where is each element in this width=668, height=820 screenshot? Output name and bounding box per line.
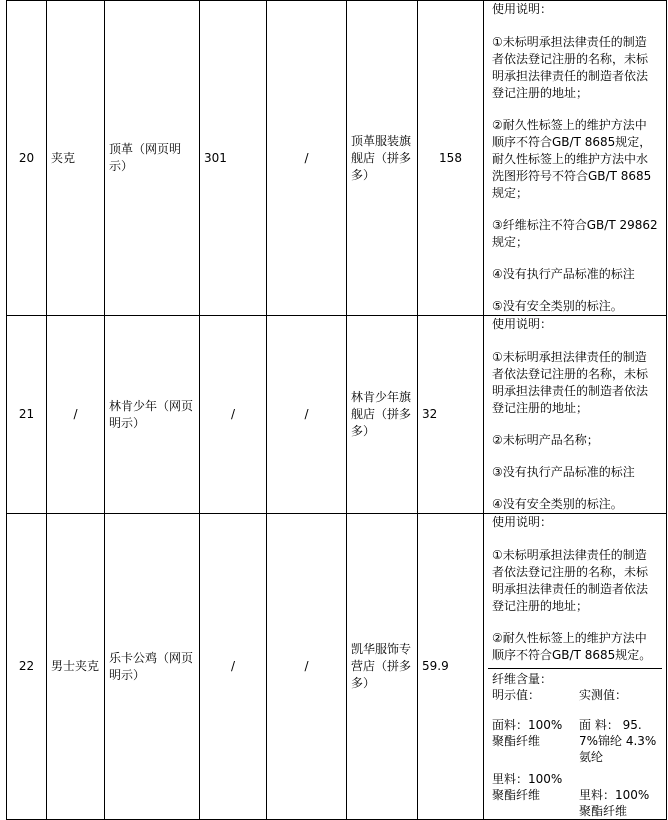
desc-item: ①未标明承担法律责任的制造者依法登记注册的名称，未标明承担法律责任的制造者依法登记注册的地址； xyxy=(492,350,649,415)
batch-cell: / xyxy=(267,514,347,820)
table-row xyxy=(7,1,667,316)
row-number: 22 xyxy=(7,514,47,820)
category-cell: 男士夹克 xyxy=(47,514,105,820)
model-cell: / xyxy=(200,316,267,514)
desc-item: ③纤维标注不符合GB/T 29862规定； xyxy=(492,218,658,249)
product-cell: 林肯少年（网页明示） xyxy=(105,316,200,514)
desc-item: ③没有执行产品标准的标注 xyxy=(492,465,635,479)
desc-title: 使用说明： xyxy=(492,317,553,331)
declared-face: 面料：100%聚酯纤维 xyxy=(492,718,563,748)
fiber-content-block xyxy=(488,668,662,819)
desc-item: ①未标明承担法律责任的制造者依法登记注册的名称，未标明承担法律责任的制造者依法登记注册的地址； xyxy=(492,35,649,100)
declared-lining: 里料：100%聚酯纤维 xyxy=(492,772,563,802)
results-table xyxy=(6,0,667,820)
product-cell: 顶革（网页明示） xyxy=(105,1,200,316)
price-cell: 59.9 xyxy=(418,514,484,820)
desc-title: 使用说明： xyxy=(492,2,553,16)
batch-cell: / xyxy=(267,316,347,514)
model-cell: 301 xyxy=(200,1,267,316)
measured-lining: 里料：100%聚酯纤维 xyxy=(579,788,650,818)
shop-cell: 林肯少年旗舰店（拼多多） xyxy=(347,316,418,514)
desc-item: ①未标明承担法律责任的制造者依法登记注册的名称，未标明承担法律责任的制造者依法登记注册的地址； xyxy=(492,548,649,613)
desc-item: ④没有执行产品标准的标注 xyxy=(492,267,635,281)
defect-description xyxy=(484,1,667,316)
desc-item: ②未标明产品名称； xyxy=(492,433,599,447)
row-number: 20 xyxy=(7,1,47,316)
declared-label: 明示值： xyxy=(492,688,541,702)
product-cell: 乐卡公鸡（网页明示） xyxy=(105,514,200,820)
desc-item: ⑤没有安全类别的标注。 xyxy=(492,299,623,313)
category-cell: 夹克 xyxy=(47,1,105,316)
desc-item: ④没有安全类别的标注。 xyxy=(492,497,623,511)
price-cell: 32 xyxy=(418,316,484,514)
shop-cell: 凯华服饰专营店（拼多多） xyxy=(347,514,418,820)
model-cell: / xyxy=(200,514,267,820)
measured-face: 面 料： 95.7%锦纶 4.3%氨纶 xyxy=(579,718,657,764)
measured-label: 实测值： xyxy=(579,688,628,702)
table-row xyxy=(7,316,667,514)
table-row xyxy=(7,514,667,820)
fiber-title: 纤维含量： xyxy=(492,672,553,686)
price-cell: 158 xyxy=(418,1,484,316)
shop-cell: 顶革服装旗舰店（拼多多） xyxy=(347,1,418,316)
row-number: 21 xyxy=(7,316,47,514)
category-cell: / xyxy=(47,316,105,514)
desc-title: 使用说明： xyxy=(492,515,553,529)
defect-description xyxy=(484,514,667,820)
desc-item: ②耐久性标签上的维护方法中顺序不符合GB/T 8685规定。 xyxy=(492,631,652,662)
batch-cell: / xyxy=(267,1,347,316)
fiber-table xyxy=(488,687,662,819)
desc-item: ②耐久性标签上的维护方法中顺序不符合GB/T 8685规定，耐久性标签上的维护方法中水洗图形符号不符合GB/T 8685规定； xyxy=(492,118,652,200)
defect-description xyxy=(484,316,667,514)
